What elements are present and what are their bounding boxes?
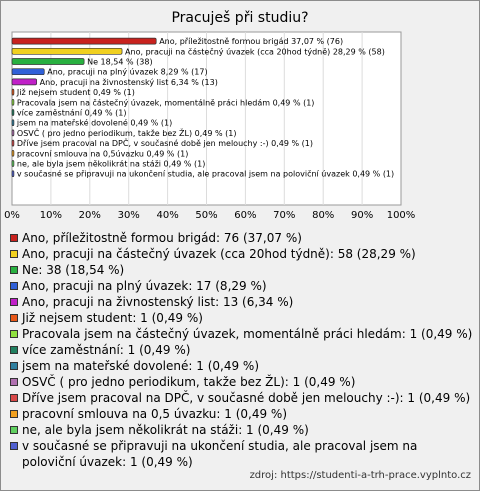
bar [12,171,14,177]
legend-label: Ano, pracuji na živnostenský list: 13 (6,34 %) [22,295,294,309]
bar [12,89,14,95]
legend-item [10,422,472,438]
legend-label: pracovní smlouva na 0,5 úvazku: 1 (0,49 %) [22,407,288,421]
legend-label: jsem na mateřské dovolené: 1 (0,49 %) [22,359,259,373]
legend-label: Dříve jsem pracoval na DPČ, v současné době jen melouchy :-): 1 (0,49 %) [22,391,471,405]
bar-label: ne, ale byla jsem několikrát na stáži 0,49 % (1) [16,159,206,169]
x-tick-label: 0% [4,210,20,221]
bar [12,79,37,85]
bar-label: více zaměstnání 0,49 % (1) [16,108,127,118]
bar [12,48,122,54]
bar [12,99,14,105]
legend-swatch [10,250,18,258]
legend-swatch [10,298,18,306]
legend-swatch [10,346,18,354]
legend [10,230,472,470]
legend-item [10,390,472,406]
legend-item [10,406,472,422]
chart-title: Pracuješ při studiu? [171,10,309,26]
bar-label: jsem na mateřské dovolené 0,49 % (1) [16,118,173,128]
x-tick-label: 10% [39,210,63,221]
legend-label: OSVČ ( pro jedno periodikum, takže bez ŽL): 1 (0,49 %) [22,375,356,389]
bar-label: Ano, příležitostně formou brigád 37,07 % (76) [159,37,344,47]
legend-item [10,342,472,358]
legend-label: Ano, pracuji na plný úvazek: 17 (8,29 %) [22,279,267,293]
legend-label: ne, ale byla jsem několikrát na stáži: 1 (0,49 %) [22,423,309,437]
bar-label: Dříve jsem pracoval na DPČ, v současné době jen melouchy :-) 0,49 % (1) [16,139,313,149]
bar-label: v současné se připravuji na ukončení studia, ale pracoval jsem na poloviční úvazek 0,49 % (1) [16,169,395,179]
x-tick-label: 20% [78,210,101,221]
legend-swatch [10,266,18,274]
x-tick-label: 100% [386,210,416,221]
bar-label: Ano, pracuji na částečný úvazek (cca 20hod týdně) 28,29 % (58) [125,47,385,57]
legend-item [10,230,472,246]
legend-swatch [10,410,18,418]
legend-item [10,438,472,470]
bar [12,120,14,126]
legend-swatch [10,314,18,322]
x-tick-label: 30% [117,210,140,221]
legend-swatch [10,282,18,290]
bar-chart [1,1,479,226]
legend-item [10,262,472,278]
bar [12,140,14,146]
legend-item [10,246,472,262]
bar [12,150,14,156]
legend-item [10,374,472,390]
legend-item [10,310,472,326]
bar-label: Ano, pracuji na živnostenský list 6,34 % (13) [39,77,218,87]
legend-swatch [10,442,18,450]
legend-item [10,326,472,342]
bar [12,59,84,65]
bar-label: Ano, pracuji na plný úvazek 8,29 % (17) [47,67,208,77]
x-tick-label: 80% [312,210,335,221]
legend-label: více zaměstnání: 1 (0,49 %) [22,343,191,357]
x-tick-label: 60% [234,210,257,221]
x-tick-label: 90% [350,210,374,221]
bar [12,161,14,167]
bar-label: OSVČ ( pro jedno periodikum, takže bez ŽL) 0,49 % (1) [16,128,237,138]
legend-swatch [10,394,18,402]
legend-swatch [10,378,18,386]
bar-label: Pracovala jsem na částečný úvazek, momentálně práci hledám 0,49 % (1) [16,98,315,108]
legend-label: Pracovala jsem na částečný úvazek, momentálně práci hledám: 1 (0,49 %) [22,327,473,341]
legend-label: v současné se připravuji na ukončení studia, ale pracoval jsem na poloviční úvazek: 1 (0,49 %) [22,439,418,469]
legend-label: Již nejsem student: 1 (0,49 %) [22,311,203,325]
legend-swatch [10,234,18,242]
bar [12,110,14,116]
source-note: zdroj: https://studenti-a-trh-prace.vyplnto.cz [249,470,471,481]
legend-label: Ano, příležitostně formou brigád: 76 (37,07 %) [22,231,302,245]
bar-label: Ne 18,54 % (38) [87,57,153,67]
bar [12,130,14,136]
legend-swatch [10,330,18,338]
legend-item [10,358,472,374]
legend-item [10,294,472,310]
legend-swatch [10,426,18,434]
bar [12,38,156,44]
legend-item [10,278,472,294]
x-tick-label: 50% [195,210,218,221]
x-tick-label: 70% [273,210,296,221]
bar-label: Již nejsem student 0,49 % (1) [16,88,135,98]
bar [12,69,44,75]
bar-label: pracovní smlouva na 0,5úvazku 0,49 % (1) [16,149,189,159]
x-tick-label: 40% [156,210,179,221]
legend-label: Ano, pracuji na částečný úvazek (cca 20hod týdně): 58 (28,29 %) [22,247,416,261]
legend-label: Ne: 38 (18,54 %) [22,263,125,277]
legend-swatch [10,362,18,370]
